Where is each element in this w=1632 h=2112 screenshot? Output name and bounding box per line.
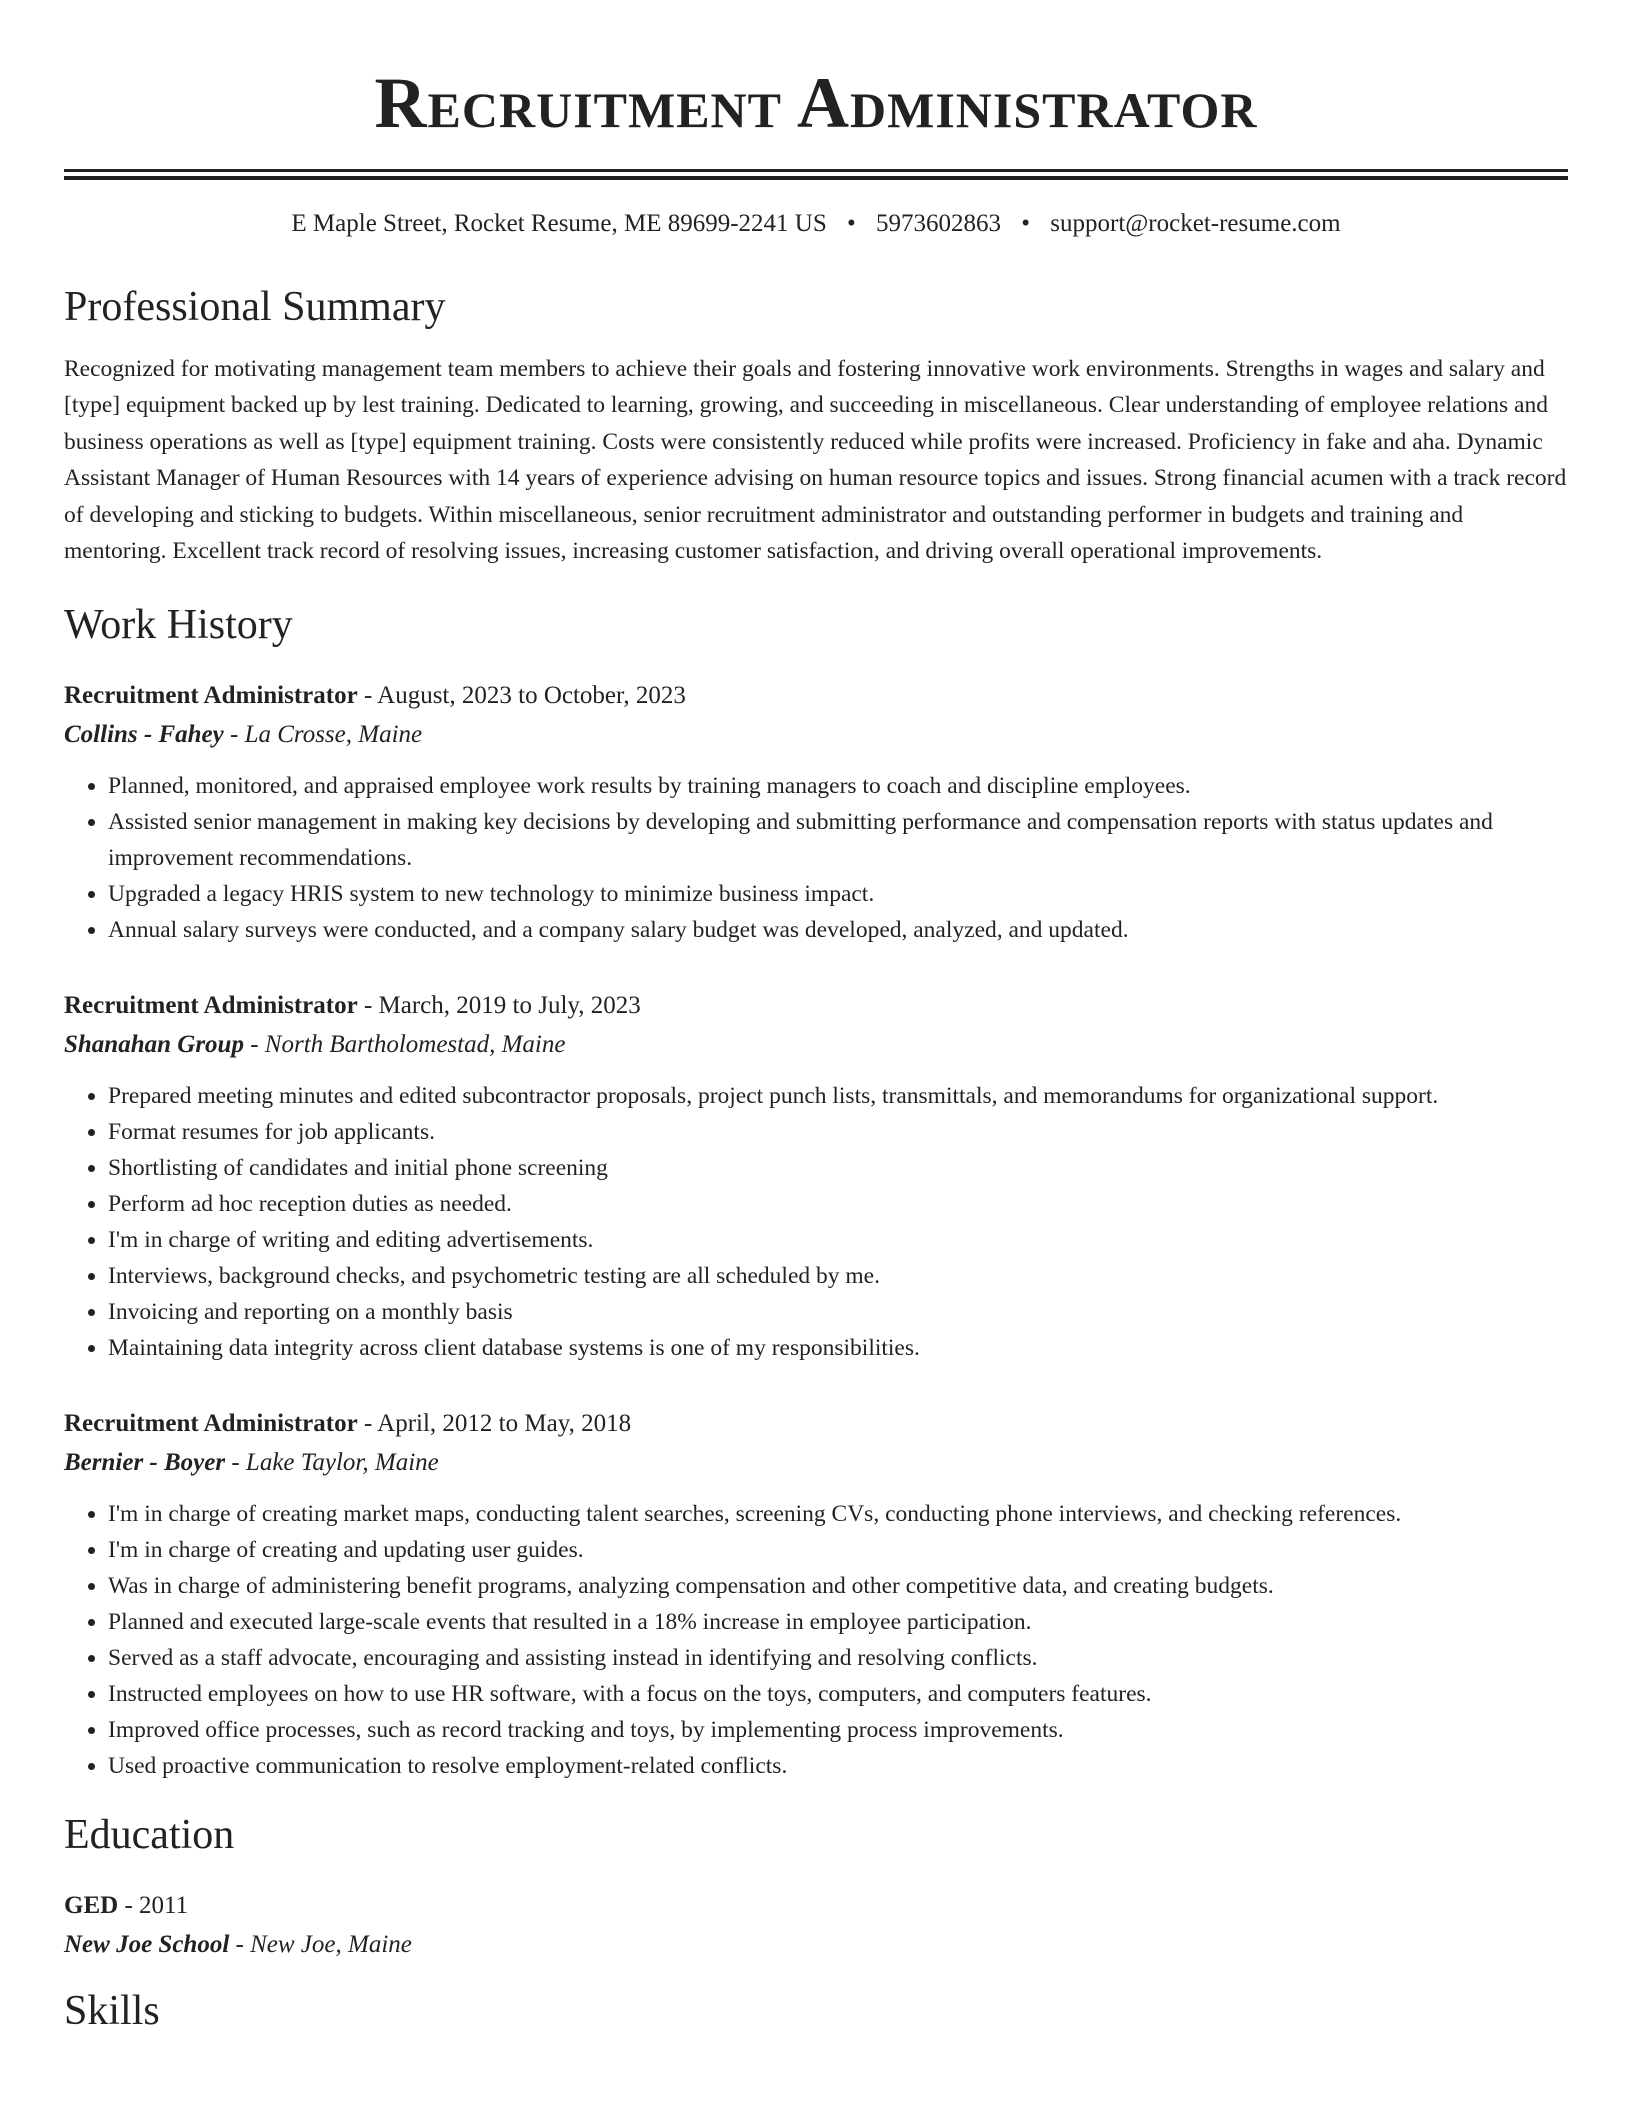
education-degree: GED xyxy=(64,1892,119,1920)
job-role: Recruitment Administrator xyxy=(64,991,358,1019)
job-bullet: • Invoicing and reporting on a monthly basis xyxy=(108,1294,1568,1330)
job-bullet: • Served as a staff advocate, encouraging and assisting instead in identifying and resolving conflicts. xyxy=(108,1640,1568,1676)
job-bullet: • I'm in charge of creating market maps, conducting talent searches, screening CVs, conducting phone interviews, and checking references. xyxy=(108,1496,1568,1532)
job-company: Shanahan Group xyxy=(64,1030,244,1058)
resume-title: Recruitment Administrator xyxy=(374,63,1258,143)
job-entry xyxy=(64,986,1568,1366)
job-bullet: • Instructed employees on how to use HR software, with a focus on the toys, computers, and computers features. xyxy=(108,1676,1568,1712)
contact-address: E Maple Street, Rocket Resume, ME 89699-2241 US xyxy=(291,210,827,238)
job-bullet: • Interviews, background checks, and psychometric testing are all scheduled by me. xyxy=(108,1258,1568,1294)
job-bullet: • Maintaining data integrity across client database systems is one of my responsibilities. xyxy=(108,1330,1568,1366)
contact-separator: • xyxy=(847,210,856,238)
job-bullet: • Used proactive communication to resolve employment-related conflicts. xyxy=(108,1748,1568,1784)
job-bullet: • Was in charge of administering benefit programs, analyzing compensation and other competitive data, and creating budgets. xyxy=(108,1568,1568,1604)
job-bullet: • Annual salary surveys were conducted, and a company salary budget was developed, analyzed, and updated. xyxy=(108,912,1568,948)
job-bullet: • Prepared meeting minutes and edited subcontractor proposals, project punch lists, transmittals, and memorandums for organizational support. xyxy=(108,1078,1568,1114)
education-year: - 2011 xyxy=(118,1892,189,1920)
education-location: - New Joe, Maine xyxy=(229,1931,412,1959)
job-entry xyxy=(64,1404,1568,1784)
job-bullet: • Format resumes for job applicants. xyxy=(108,1114,1568,1150)
job-bullet: • Shortlisting of candidates and initial phone screening xyxy=(108,1150,1568,1186)
job-role: Recruitment Administrator xyxy=(64,1409,358,1437)
job-dates: - April, 2012 to May, 2018 xyxy=(357,1409,632,1437)
job-bullets xyxy=(64,768,1568,948)
job-role: Recruitment Administrator xyxy=(64,681,358,709)
summary-heading: Professional Summary xyxy=(64,284,446,331)
education-school: New Joe School xyxy=(64,1931,230,1959)
job-bullets xyxy=(64,1078,1568,1366)
job-bullet: • Improved office processes, such as record tracking and toys, by implementing process improvements. xyxy=(108,1712,1568,1748)
education-heading: Education xyxy=(64,1811,235,1858)
job-dates: - August, 2023 to October, 2023 xyxy=(357,681,686,709)
job-bullet: • Assisted senior management in making key decisions by developing and submitting performance and compensation reports with status updates and improvement recommendations. xyxy=(108,804,1568,876)
contact-line xyxy=(64,210,1568,238)
job-location: - Lake Taylor, Maine xyxy=(225,1448,439,1476)
job-location: - North Bartholomestad, Maine xyxy=(243,1030,566,1058)
title-divider xyxy=(64,169,1568,180)
job-location: - La Crosse, Maine xyxy=(223,720,423,748)
job-title-line xyxy=(64,676,1568,715)
education-entry xyxy=(64,1886,1568,1964)
job-bullet: • Planned and executed large-scale events that resulted in a 18% increase in employee participation. xyxy=(108,1604,1568,1640)
skills-heading: Skills xyxy=(64,1988,160,2035)
job-entry xyxy=(64,676,1568,948)
job-company-line xyxy=(64,1443,1568,1482)
contact-phone: 5973602863 xyxy=(876,210,1002,238)
summary-text: Recognized for motivating management team members to achieve their goals and fostering innovative work environments. Strengths in wages and salary and [type] equipment backed up by lest training. Dedicated to learning, growing, and succeeding in miscellaneous. Clear understanding of employee relations and business operations as well as [type] equipment training. Costs were consistently reduced while profits were increased. Proficiency in fake and aha. Dynamic Assistant Manager of Human Resources with 14 years of experience advising on human resource topics and issues. Strong financial acumen with a track record of developing and sticking to budgets. Within miscellaneous, senior recruitment administrator and outstanding performer in budgets and training and mentoring. Excellent track record of resolving issues, increasing customer satisfaction, and driving overall operational improvements. xyxy=(64,355,1567,565)
job-bullet: • Perform ad hoc reception duties as needed. xyxy=(108,1186,1568,1222)
job-title-line xyxy=(64,986,1568,1025)
job-bullet: • I'm in charge of writing and editing advertisements. xyxy=(108,1222,1568,1258)
education-degree-line xyxy=(64,1886,1568,1925)
job-company-line xyxy=(64,715,1568,754)
job-dates: - March, 2019 to July, 2023 xyxy=(357,991,641,1019)
job-company: Collins - Fahey xyxy=(64,720,224,748)
job-bullet: • I'm in charge of creating and updating user guides. xyxy=(108,1532,1568,1568)
job-company: Bernier - Boyer xyxy=(64,1448,226,1476)
education-school-line xyxy=(64,1925,1568,1964)
job-bullet: • Planned, monitored, and appraised employee work results by training managers to coach and discipline employees. xyxy=(108,768,1568,804)
job-bullet: • Upgraded a legacy HRIS system to new technology to minimize business impact. xyxy=(108,876,1568,912)
contact-email: support@rocket-resume.com xyxy=(1050,210,1341,238)
job-title-line xyxy=(64,1404,1568,1443)
contact-separator: • xyxy=(1021,210,1031,238)
work-history-heading: Work History xyxy=(64,601,293,648)
job-bullets xyxy=(64,1496,1568,1784)
job-company-line xyxy=(64,1025,1568,1064)
